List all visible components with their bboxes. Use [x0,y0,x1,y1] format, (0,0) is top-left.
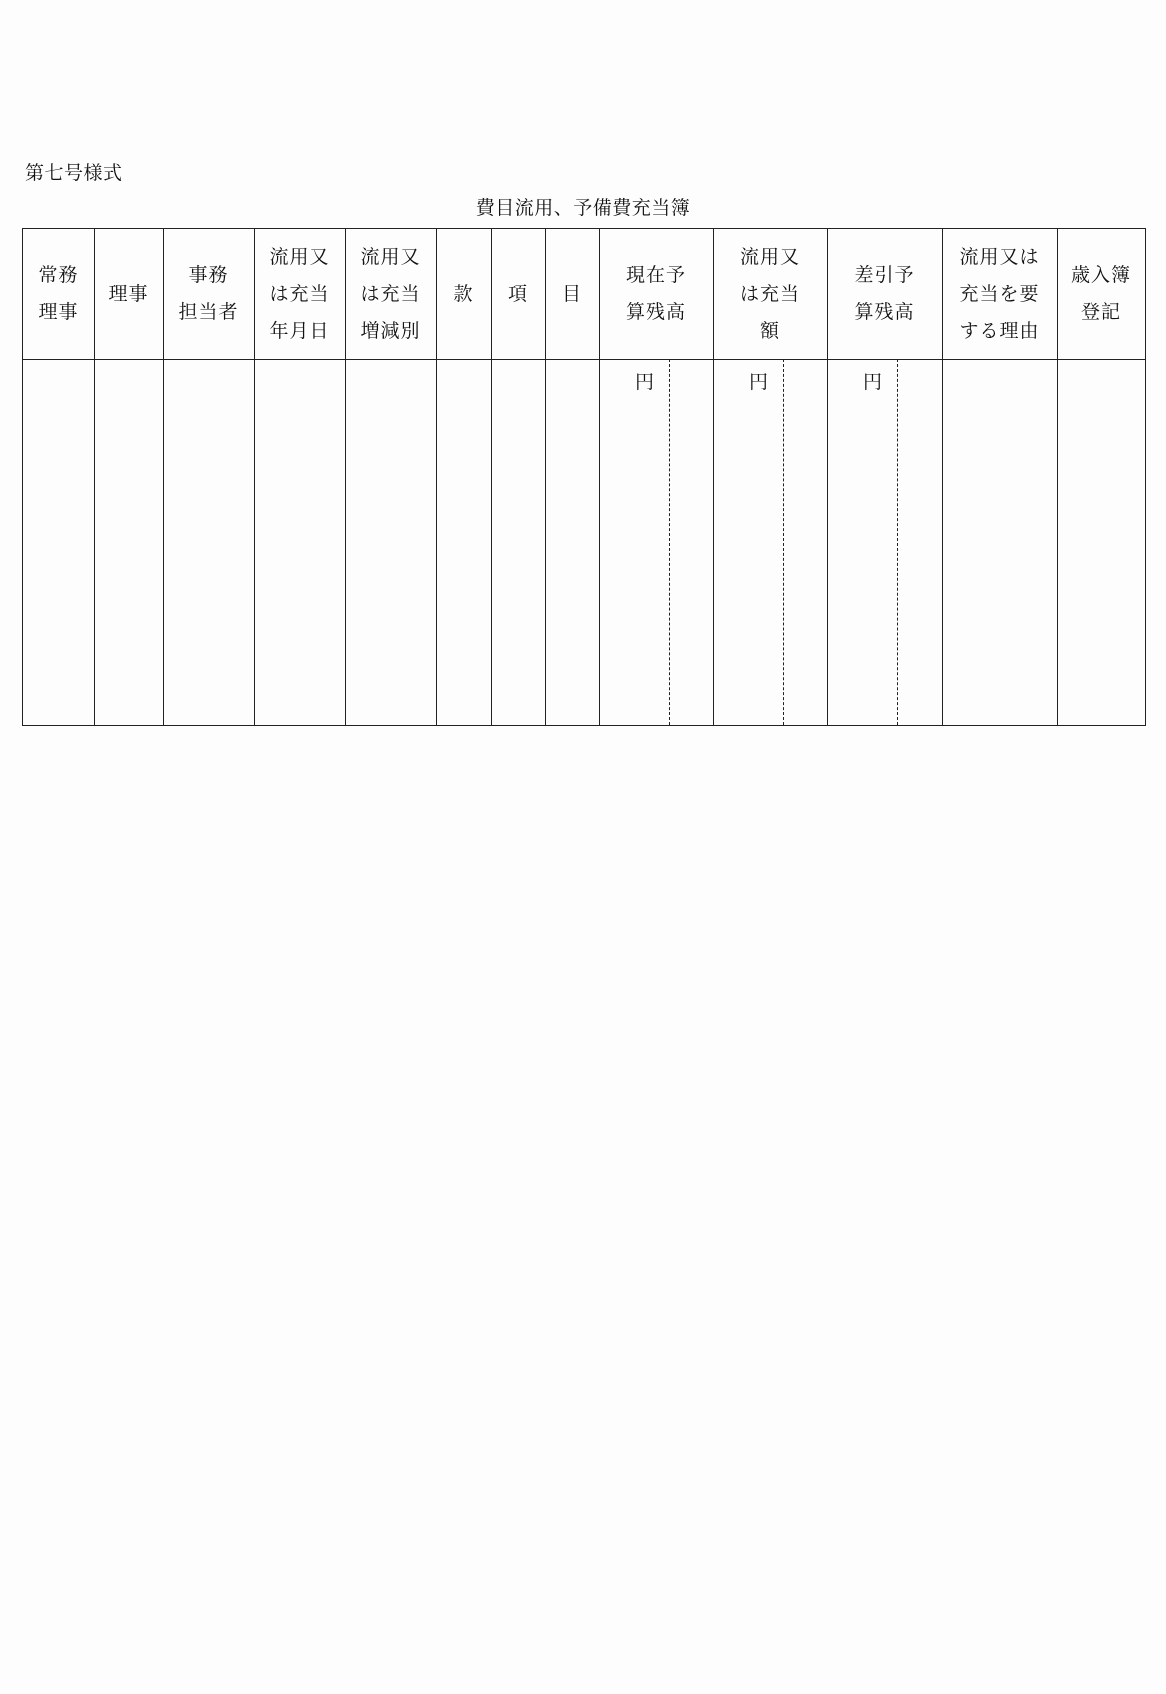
header-executive-director: 常務 理事 [38,264,79,323]
yen-unit-label: 円 [863,371,883,393]
header-increase-decrease: 流用又 は充当 増減別 [360,245,421,342]
header-reason: 流用又は 充当を要 する理由 [959,245,1040,342]
header-clerk-in-charge: 事務 担当者 [178,264,239,323]
header-section: 款 [453,282,474,305]
header-director: 理事 [108,282,149,305]
header-remaining-budget-balance: 差引予 算残高 [854,264,915,323]
header-sub-item: 目 [561,282,582,305]
form-title: 費目流用、予備費充当簿 [475,197,691,219]
yen-unit-label: 円 [635,371,655,393]
ledger-table [22,228,1146,726]
yen-unit-label: 円 [749,371,769,393]
header-transfer-amount: 流用又 は充当 額 [739,245,800,342]
header-revenue-ledger-entry: 歳入簿 登記 [1070,264,1131,323]
header-item: 項 [507,282,528,305]
header-current-budget-balance: 現在予 算残高 [625,264,686,323]
form-number: 第七号様式 [25,162,123,184]
header-transfer-date: 流用又 は充当 年月日 [269,245,330,342]
